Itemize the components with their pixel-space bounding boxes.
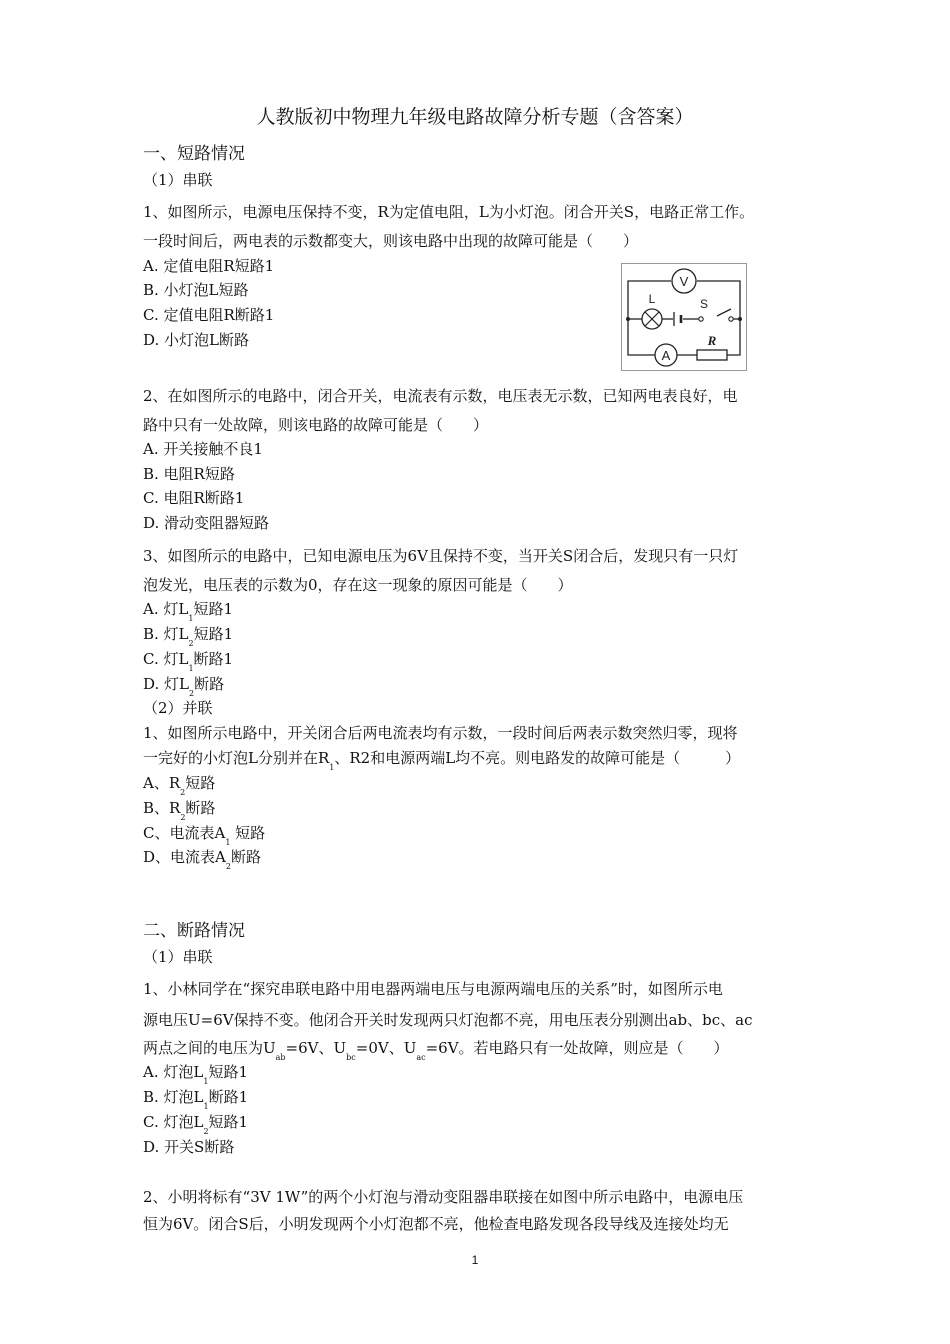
subsection-series: （1）串联: [143, 171, 213, 189]
s2q2-line: 恒为6V。闭合S后，小明发现两个小灯泡都不亮，他检查电路发现各段导线及连接处均无: [143, 1215, 729, 1233]
q4-option: D、电流表$A_2$断路: [143, 848, 261, 871]
s2q1-line: 两点之间的电压为$U_{ab}=6V$、$U_{bc}=0V$、$U_{ac}=6V$。若电路只有一处故障，则应是（ ）: [143, 1039, 729, 1062]
resistor-label: R: [707, 333, 717, 348]
document-title: 人教版初中物理九年级电路故障分析专题（含答案）: [256, 106, 694, 128]
s2q1-option: C. 灯泡$L_2$短路1: [143, 1113, 249, 1136]
subsection-series: （1）串联: [143, 948, 213, 966]
s2q2-line: 2、小明将标有“3V 1W”的两个小灯泡与滑动变阻器串联接在如图中所示电路中，电源电压: [143, 1188, 744, 1206]
q2-line: 2、在如图所示的电路中，闭合开关，电流表有示数，电压表无示数，已知两电表良好，电: [143, 387, 738, 405]
q4-line: 1、如图所示电路中，开关闭合后两电流表均有示数，一段时间后两表示数突然归零，现将: [143, 724, 738, 742]
s2q1-option: B. 灯泡$L_1$断路1: [143, 1088, 249, 1111]
q2-line: 路中只有一处故障，则该电路的故障可能是（ ）: [143, 416, 489, 434]
section-heading-short-circuit: 一、短路情况: [143, 144, 245, 164]
q4-option: C、电流表$A_1$ 短路: [143, 824, 266, 847]
lamp-label: L: [648, 292, 656, 306]
voltmeter-label: V: [679, 274, 689, 289]
s2q1-line: 源电压U=6V保持不变。他闭合开关时发现两只灯泡都不亮，用电压表分别测出ab、bc、ac: [143, 1011, 753, 1029]
ammeter-label: A: [661, 348, 671, 363]
q3-option: C. 灯$L_1$断路1: [143, 650, 234, 673]
q1-option: A. 定值电阻R短路1: [143, 257, 275, 275]
q1-option: D. 小灯泡L断路: [143, 331, 249, 349]
section-heading-open-circuit: 二、断路情况: [143, 921, 245, 941]
q2-option: A. 开关接触不良1: [143, 440, 263, 458]
q2-option: D. 滑动变阻器短路: [143, 514, 270, 532]
s2q1-option: D. 开关S断路: [143, 1138, 235, 1156]
q2-option: B. 电阻R短路: [143, 465, 235, 483]
q1-line: 一段时间后，两电表的示数都变大，则该电路中出现的故障可能是（ ）: [143, 232, 639, 250]
q4-line: 一完好的小灯泡L分别并在$R_1$、R2和电源两端L均不亮。则电路发的故障可能是（ ）: [143, 749, 741, 772]
q1-line: 1、如图所示，电源电压保持不变，R为定值电阻，L为小灯泡。闭合开关S，电路正常工作。: [143, 203, 755, 221]
q3-option: A. 灯$L_1$短路1: [143, 600, 233, 623]
q3-option: B. 灯$L_2$短路1: [143, 625, 234, 648]
q3-line: 3、如图所示的电路中，已知电源电压为6V且保持不变，当开关S闭合后，发现只有一只灯: [143, 547, 739, 565]
q2-option: C. 电阻R断路1: [143, 489, 245, 507]
page-number: 1: [471, 1253, 479, 1267]
q4-option: A、$R_2$短路: [143, 774, 216, 797]
s2q1-option: A. 灯泡$L_1$短路1: [143, 1063, 248, 1086]
circuit-diagram: [621, 263, 747, 371]
switch-label: S: [699, 297, 709, 311]
q1-option: B. 小灯泡L短路: [143, 281, 249, 299]
resistor-icon: [697, 350, 727, 360]
q1-option: C. 定值电阻R断路1: [143, 306, 275, 324]
s2q1-line: 1、小林同学在“探究串联电路中用电器两端电压与电源两端电压的关系”时，如图所示电: [143, 980, 723, 998]
q3-line: 泡发光，电压表的示数为0，存在这一现象的原因可能是（ ）: [143, 576, 573, 594]
subsection-parallel: （2）并联: [143, 699, 213, 717]
q3-option: D. 灯$L_2$断路: [143, 675, 225, 698]
q4-option: B、$R_2$断路: [143, 799, 216, 822]
